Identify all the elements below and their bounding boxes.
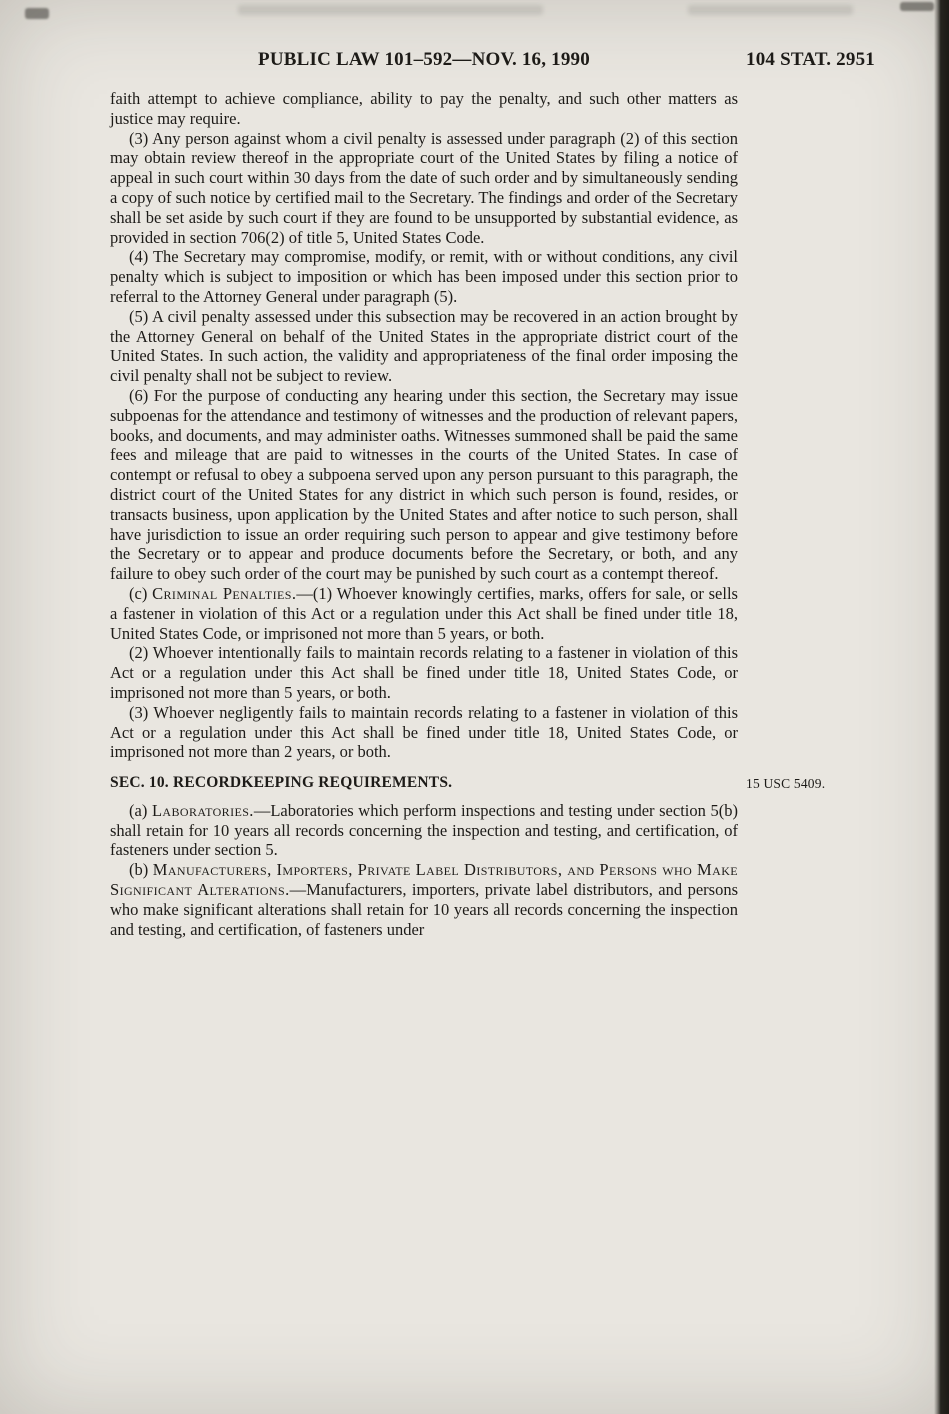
scan-bleedthrough-artifact [238, 5, 543, 15]
scan-bleedthrough-artifact [688, 5, 853, 15]
paragraph-continuation: faith attempt to achieve compliance, ability to pay the penalty, and such other matters as justice may require. [110, 89, 738, 128]
paragraph-b-title: Manufacturers, Importers, Private Label Distributors, and Persons who Make Significant Alterations. [110, 860, 738, 900]
scan-smudge-artifact [900, 2, 934, 11]
page-header [110, 49, 875, 75]
paragraph-c [110, 584, 738, 643]
usc-margin-note: 15 USC 5409. [746, 776, 826, 792]
paragraph-b [110, 860, 738, 939]
section-heading: SEC. 10. RECORDKEEPING REQUIREMENTS. [110, 774, 453, 792]
statute-page-number: 104 STAT. 2951 [746, 49, 875, 70]
paragraph-c2: (2) Whoever intentionally fails to maintain records relating to a fastener in violation of this Act or a regulation under this Act shall be fined under title 18, United States Code, or imprisoned not more than 5 years, or both. [110, 643, 738, 702]
paragraph-a-text: —Laboratories which perform inspections and testing under section 5(b) shall retain for 10 years all records concerning the inspection and testing, and certification, of fasteners under section 5. [110, 800, 738, 860]
paragraph-c-lead: (c) [129, 583, 153, 603]
paragraph-c3: (3) Whoever negligently fails to maintain records relating to a fastener in violation of this Act or a regulation under this Act shall be fined under title 18, United States Code, or imprisoned not more than 2 years, or both. [110, 702, 738, 762]
scan-edge-artifact [934, 0, 949, 1414]
paragraph-b-lead: (b) [129, 860, 153, 880]
paragraph-6: (6) For the purpose of conducting any hearing under this section, the Secretary may issue subpoenas for the attendance and testimony of witnesses and the production of relevant papers, books, and documents, and may administer oaths. Witnesses summoned shall be paid the same fees and mileage that are paid to witnesses in the courts of the United States. In case of contempt or refusal to obey a subpoena served upon any person pursuant to this paragraph, the district court of the United States for any district in which such person is found, resides, or transacts business, upon application by the United States and after notice to such person, shall have jurisdiction to issue an order requiring such person to appear and give testimony before the Secretary or to appear and produce documents before the Secretary, or both, and any failure to obey such order of the court may be punished by such court as a contempt thereof. [110, 385, 738, 584]
law-title: PUBLIC LAW 101–592—NOV. 16, 1990 [258, 49, 590, 70]
text-column [110, 89, 826, 939]
scan-smudge-artifact [25, 8, 49, 19]
paragraph-c-text: —(1) Whoever knowingly certifies, marks, offers for sale, or sells a fastener in violation of this Act or a regulation under this Act shall be fined under title 18, United States Code, or imprisoned not more than 5 years, or both. [110, 583, 738, 643]
paragraph-a-lead: (a) [129, 800, 152, 820]
paragraph-4: (4) The Secretary may compromise, modify, or remit, with or without conditions, any civil penalty which is subject to imposition or which has been imposed under this section prior to referral to the Attorney General under paragraph (5). [110, 247, 738, 306]
paragraph-a [110, 801, 738, 860]
paragraph-3: (3) Any person against whom a civil penalty is assessed under paragraph (2) of this section may obtain review thereof in the appropriate court of the United States by filing a notice of appeal in such court within 30 days from the date of such order and by simultaneously sending a copy of such notice by certified mail to the Secretary. The findings and order of the Secretary shall be set aside by such court if they are found to be unsupported by substantial evidence, as provided in section 706(2) of title 5, United States Code. [110, 128, 738, 247]
paragraph-c-title: Criminal Penalties. [152, 583, 297, 603]
paragraph-b-text: —Manufacturers, importers, private label distributors, and persons who make significant alterations shall retain for 10 years all records concerning the inspection and testing, and certification, of fasteners under [110, 880, 739, 939]
paragraph-5: (5) A civil penalty assessed under this subsection may be recovered in an action brought by the Attorney General on behalf of the United States in the appropriate district court of the United States. In such action, the validity and appropriateness of the final order imposing the civil penalty shall not be subject to review. [110, 306, 738, 386]
paragraph-a-title: Laboratories. [151, 800, 254, 820]
section-10-heading-row [110, 773, 826, 793]
